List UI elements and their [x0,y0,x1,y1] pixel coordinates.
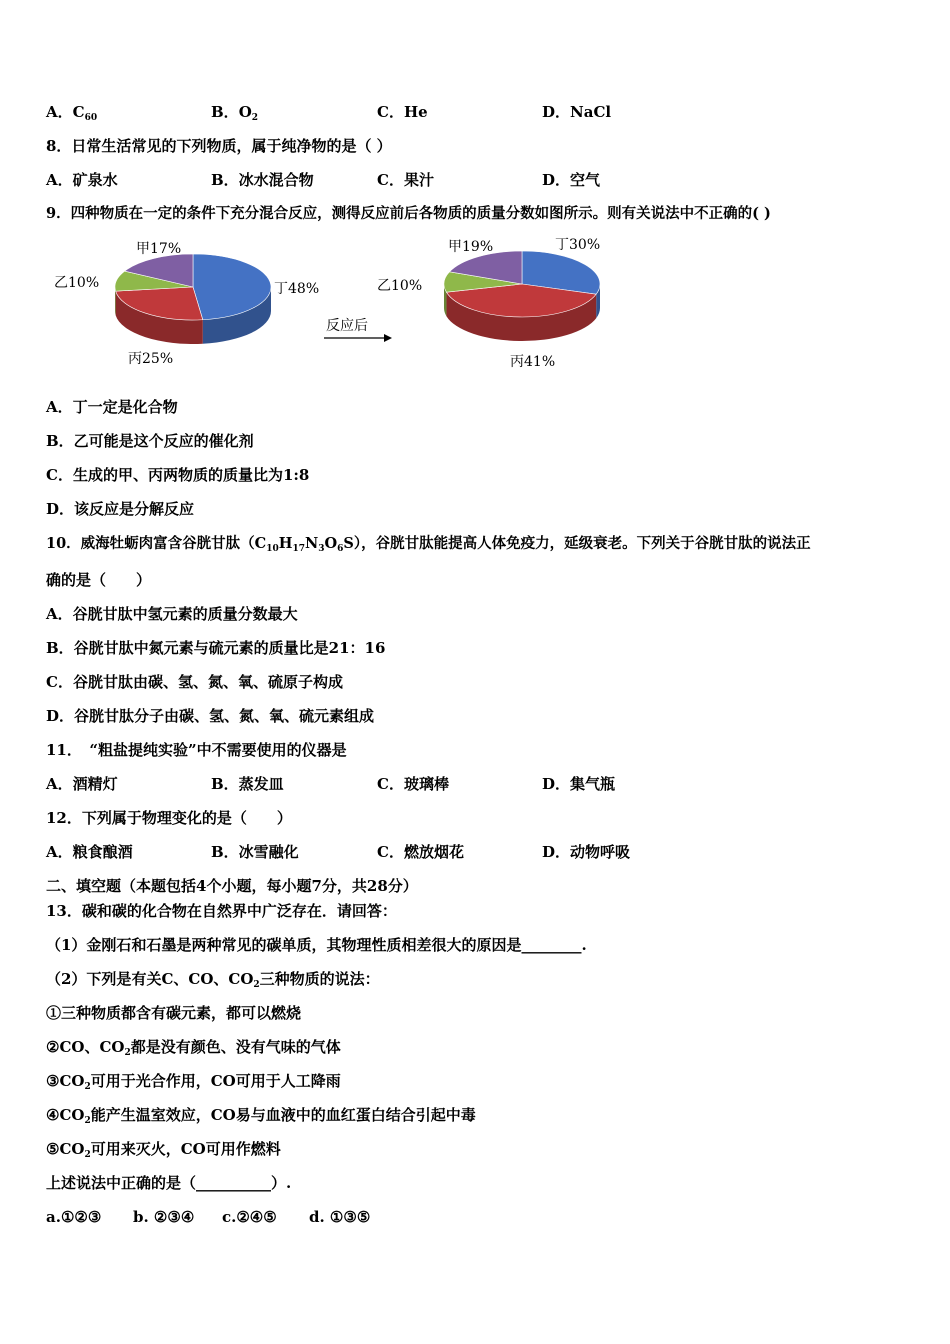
q7-option-b: B．$O_2$ [211,103,259,123]
q10-option-d: D．谷胱甘肽分子由碳、氢、氮、氧、硫元素组成 [46,707,375,725]
q8-option-a: A．矿泉水 [46,171,118,189]
pie-label-甲: 甲19% [448,239,494,255]
q11-stem: 11． “粗盐提纯实验”中不需要使用的仪器是 [46,741,347,759]
q8-stem: 8．日常生活常见的下列物质，属于纯净物的是（ ） [46,137,392,155]
reaction-arrow-label: 反应后 [326,318,368,334]
q13-statement-3: $③CO_2$可用于光合作用，CO可用于人工降雨 [46,1072,341,1092]
q9-option-c: C．生成的甲、丙两物质的质量比为1:8 [46,466,310,484]
q13-part2: （2）下列是有关C、CO、$CO_2$三种物质的说法： [46,970,380,990]
q8-option-d: D．空气 [542,171,601,189]
section-2-heading: 二、填空题（本题包括4个小题，每小题7分，共28分） [46,877,418,895]
q7-option-d: D．NaCl [542,103,612,121]
q13-choice-d: d. ①③⑤ [309,1208,371,1226]
q7-option-c: C．He [377,103,428,121]
q7-option-a: A．$C_{60}$ [46,103,98,123]
q13-ask: 上述说法中正确的是（__________）. [46,1174,292,1192]
q13-part1: （1）金刚石和石墨是两种常见的碳单质，其物理性质相差很大的原因是________. [46,936,587,954]
q12-option-a: A．粮食酿酒 [46,843,133,861]
q12-stem: 12．下列属于物理变化的是（ ） [46,809,292,827]
q12-option-c: C．燃放烟花 [377,843,464,861]
q12-option-b: B．冰雪融化 [211,843,299,861]
q13-choice-a: a.①②③ [46,1208,102,1226]
q13-stem: 13．碳和碳的化合物在自然界中广泛存在．请回答： [46,902,397,920]
q13-statement-5: $⑤CO_2$可用来灭火，CO可用作燃料 [46,1140,281,1160]
q13-choice-c: c.②④⑤ [222,1208,277,1226]
q9-stem: 9．四种物质在一定的条件下充分混合反应，测得反应前后各物质的质量分数如图所示。则有关说法中不正确的( ) [46,205,771,222]
q9-option-d: D．该反应是分解反应 [46,500,195,518]
pie-after-reaction [377,237,600,370]
q8-option-b: B．冰水混合物 [211,171,314,189]
q12-option-d: D．动物呼吸 [542,843,631,861]
q10-option-b: B．谷胱甘肽中氮元素与硫元素的质量比是21：16 [46,639,386,657]
q11-option-a: A．酒精灯 [46,775,118,793]
q10-stem-line2: 确的是（ ） [46,571,152,589]
q10-option-c: C．谷胱甘肽由碳、氢、氮、氧、硫原子构成 [46,673,343,691]
pie-chart-figure [40,232,640,382]
pie-label-丁: 丁30% [555,237,601,253]
pie-label-丙: 丙41% [510,354,556,370]
q13-statement-4: $④CO_2$能产生温室效应，CO易与血液中的血红蛋白结合引起中毒 [46,1106,476,1126]
pie-label-乙: 乙10% [377,278,423,294]
q11-option-c: C．玻璃棒 [377,775,449,793]
pie-label-乙: 乙10% [54,275,100,291]
pie-label-丁: 丁48% [274,281,320,297]
q11-option-d: D．集气瓶 [542,775,616,793]
q11-option-b: B．蒸发皿 [211,775,284,793]
q10-stem: 10．威海牡蛎肉富含谷胱甘肽$(C_{10}H_{17}N_3O_6S)$，谷胱甘肽能提高人体免疫力，延级衰老。下列关于谷胱甘肽的说法正 [46,535,811,554]
q9-option-b: B．乙可能是这个反应的催化剂 [46,432,254,450]
q13-choice-b: b. ②③④ [133,1208,195,1226]
pie-before-reaction [54,241,319,367]
pie-label-甲: 甲17% [136,241,182,257]
q13-statement-1: ①三种物质都含有碳元素，都可以燃烧 [46,1004,302,1022]
q10-option-a: A．谷胱甘肽中氢元素的质量分数最大 [46,605,298,623]
pie-label-丙: 丙25% [128,351,174,367]
q8-option-c: C．果汁 [377,171,434,189]
q13-statement-2: ②CO、$CO_2$都是没有颜色、没有气味的气体 [46,1038,341,1058]
q9-option-a: A．丁一定是化合物 [46,398,178,416]
reaction-arrow-head [384,334,392,342]
